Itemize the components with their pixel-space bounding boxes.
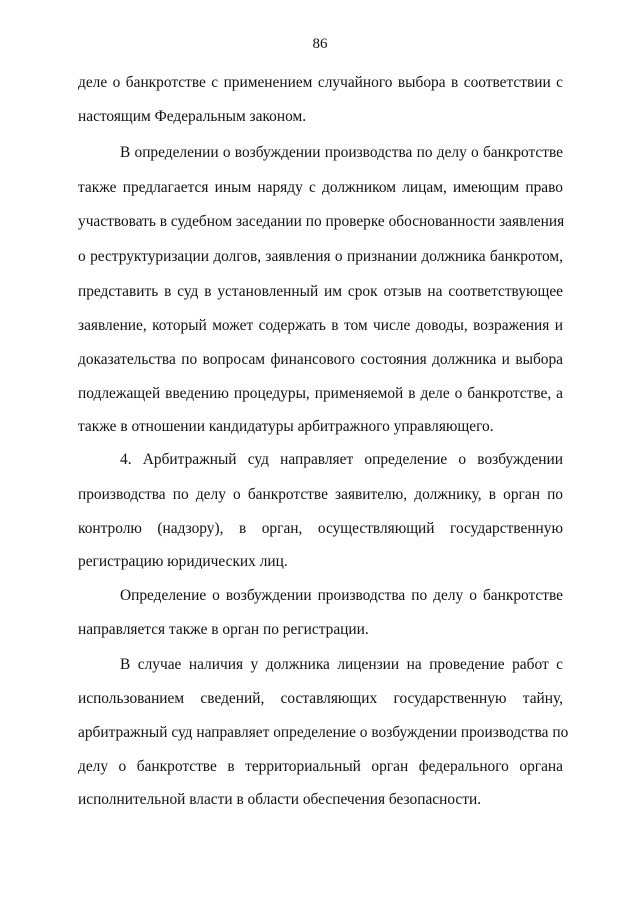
- text-line: регистрацию юридических лиц.: [78, 553, 288, 570]
- text-line: заявление, который может содержать в том числе доводы, возражения и: [78, 317, 563, 334]
- text-line: В случае наличия у должника лицензии на проведение работ с: [120, 656, 563, 673]
- text-line: исполнительной власти в области обеспечения безопасности.: [78, 791, 482, 808]
- text-line: направляется также в орган по регистрации.: [78, 621, 369, 638]
- page-number: 86: [312, 36, 328, 52]
- text-line: о реструктуризации долгов, заявления о признании должника банкротом,: [78, 248, 563, 265]
- text-line: участвовать в судебном заседании по проверке обоснованности заявления: [78, 213, 565, 230]
- text-line: арбитражный суд направляет определение о возбуждении производства по: [78, 724, 569, 741]
- text-line: делу о банкротстве в территориальный орган федерального органа: [78, 758, 563, 775]
- text-line: производства по делу о банкротстве заявителю, должнику, в орган по: [78, 486, 563, 503]
- text-line: Определение о возбуждении производства по делу о банкротстве: [120, 587, 563, 604]
- text-line: использованием сведений, составляющих государственную тайну,: [78, 690, 563, 707]
- text-line: доказательства по вопросам финансового состояния должника и выбора: [78, 351, 563, 368]
- text-line: подлежащей введению процедуры, применяемой в деле о банкротстве, а: [78, 385, 563, 402]
- text-line: В определении о возбуждении производства по делу о банкротстве: [120, 144, 563, 161]
- text-line: 4. Арбитражный суд направляет определение о возбуждении: [120, 451, 563, 468]
- text-line: представить в суд в установленный им срок отзыв на соответствующее: [78, 283, 563, 300]
- text-line: также в отношении кандидатуры арбитражного управляющего.: [78, 418, 494, 435]
- text-line: деле о банкротстве с применением случайного выбора в соответствии с: [78, 74, 563, 91]
- text-line: также предлагается иным наряду с должником лицам, имеющим право: [78, 179, 563, 196]
- text-line: контролю (надзору), в орган, осуществляющий государственную: [78, 520, 563, 537]
- text-line: настоящим Федеральным законом.: [78, 108, 307, 125]
